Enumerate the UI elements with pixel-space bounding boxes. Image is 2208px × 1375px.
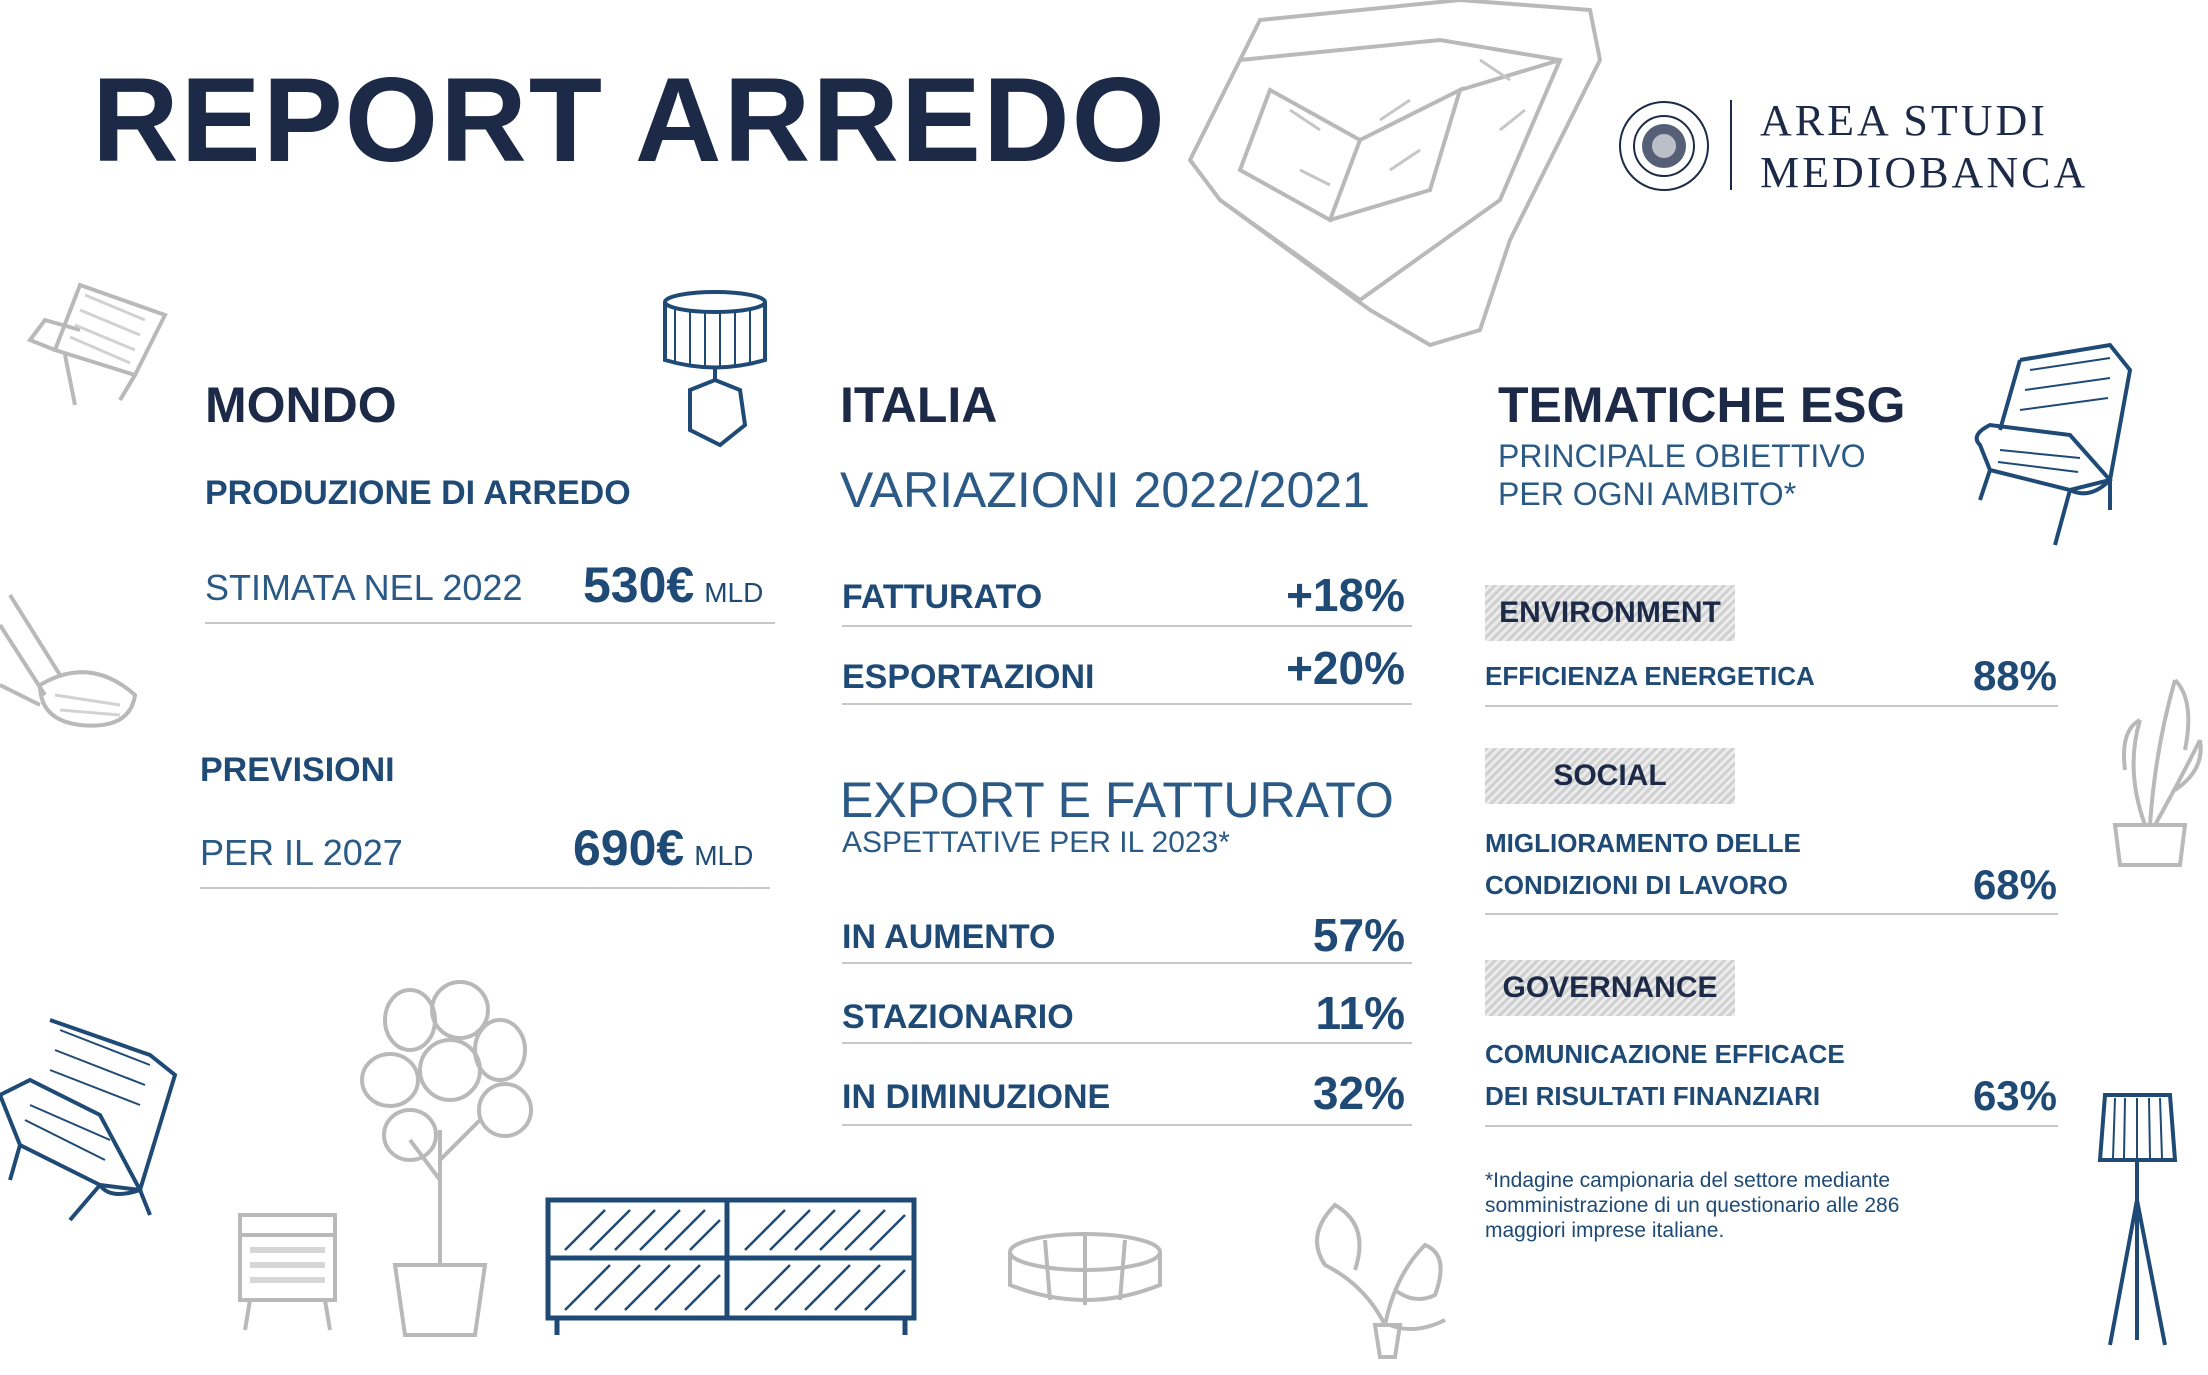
divider	[842, 703, 1412, 705]
estimate-label: STIMATA NEL 2022	[205, 567, 523, 608]
variation-label: ESPORTAZIONI	[842, 658, 1095, 696]
logo-text	[1760, 95, 2088, 199]
esg-item-value: 68%	[1972, 861, 2057, 908]
expectation-value: 32%	[1312, 1067, 1405, 1119]
divider	[1485, 913, 2058, 915]
social-tag: SOCIAL	[1485, 748, 1735, 804]
forecast-unit: MLD	[694, 840, 754, 871]
expectation-label: STAZIONARIO	[842, 998, 1074, 1036]
esg-heading: TEMATICHE ESG	[1498, 377, 1906, 433]
footnote-line: maggiori imprese italiane.	[1485, 1219, 1725, 1242]
divider	[205, 622, 775, 624]
divider	[1485, 705, 2058, 707]
mondo-heading: MONDO	[205, 377, 397, 433]
expectation-label: IN DIMINUZIONE	[842, 1078, 1111, 1116]
estimate-number: 530€	[583, 557, 695, 613]
esg-item-value: 88%	[1972, 652, 2057, 699]
logo-line-2: MEDIOBANCA	[1760, 148, 2089, 197]
logo-line-1: AREA STUDI	[1760, 96, 2048, 145]
esg-item-label: EFFICIENZA ENERGETICA	[1485, 661, 1815, 691]
esg-item-label: CONDIZIONI DI LAVORO	[1485, 870, 1788, 900]
governance-tag: GOVERNANCE	[1485, 960, 1735, 1016]
export-subtitle: ASPETTATIVE PER IL 2023*	[842, 826, 1230, 859]
expectation-value: 57%	[1312, 909, 1405, 961]
production-label: PRODUZIONE DI ARREDO	[205, 474, 631, 512]
nightstand-sketch-icon	[235, 1210, 345, 1335]
esg-item-label: MIGLIORAMENTO DELLE	[1485, 828, 1801, 858]
divider	[842, 1042, 1412, 1044]
page-title: REPORT ARREDO	[92, 53, 1167, 187]
logo-separator	[1730, 100, 1732, 190]
floor-lamp-sketch-icon	[2095, 1090, 2180, 1350]
forecast-number: 690€	[573, 820, 685, 876]
chair-sketch-icon	[25, 275, 170, 415]
sideboard-sketch-icon	[545, 1195, 920, 1340]
divider	[842, 962, 1412, 964]
esg-item-label: DEI RISULTATI FINANZIARI	[1485, 1081, 1821, 1111]
italia-heading: ITALIA	[840, 377, 998, 433]
esg-subtitle-line-2: PER OGNI AMBITO*	[1498, 476, 1797, 512]
variation-label: FATTURATO	[842, 578, 1043, 616]
export-title: EXPORT E FATTURATO	[840, 772, 1394, 828]
forecast-heading: PREVISIONI	[200, 751, 395, 789]
esg-item-label: COMUNICAZIONE EFFICACE	[1485, 1039, 1845, 1069]
expectation-label: IN AUMENTO	[842, 918, 1056, 956]
armchair-right-sketch-icon	[1960, 340, 2140, 550]
variations-title: VARIAZIONI 2022/2021	[840, 462, 1370, 518]
environment-tag: ENVIRONMENT	[1485, 585, 1735, 641]
sofa-sketch-icon	[1180, 0, 1610, 350]
pouf-sketch-icon	[1005, 1230, 1165, 1310]
armchair-left-sketch-icon	[0, 1015, 185, 1225]
footnote-line: *Indagine campionaria del settore mediante	[1485, 1169, 1891, 1192]
forecast-label: PER IL 2027	[200, 832, 403, 873]
forecast-value	[573, 820, 754, 876]
table-lamp-sketch-icon	[660, 290, 770, 450]
variation-value: +18%	[1286, 569, 1405, 621]
variation-value: +20%	[1286, 642, 1405, 694]
expectation-value: 11%	[1315, 987, 1405, 1039]
divider	[200, 887, 770, 889]
footnote-line: somministrazione di un questionario alle 286	[1485, 1194, 1900, 1217]
esg-item-value: 63%	[1972, 1072, 2057, 1119]
esg-subtitle-line-1: PRINCIPALE OBIETTIVO	[1498, 438, 1866, 474]
footnote	[1485, 1168, 1899, 1243]
potted-plant-sketch-icon	[1295, 1195, 1455, 1360]
plant-right-sketch-icon	[2105, 660, 2208, 870]
estimate-unit: MLD	[704, 577, 764, 608]
divider	[842, 1124, 1412, 1126]
tree-plant-sketch-icon	[350, 980, 550, 1360]
divider	[1485, 1125, 2058, 1127]
estimate-value	[583, 557, 764, 613]
mediobanca-seal-logo	[1618, 100, 1710, 192]
side-chair-sketch-icon	[0, 585, 145, 730]
divider	[842, 625, 1412, 627]
